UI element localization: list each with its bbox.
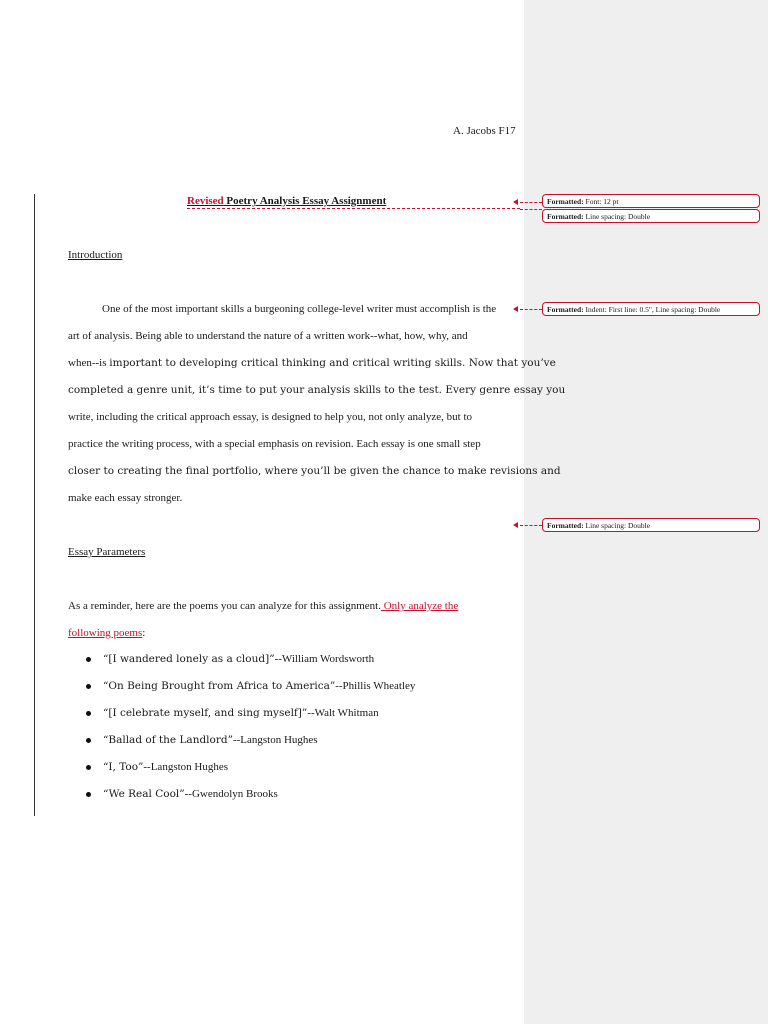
bullet-icon [86, 657, 91, 662]
params-line-1: As a reminder, here are the poems you can analyze for this assignment. Only analyze the [68, 600, 459, 612]
bullet-icon [86, 765, 91, 770]
bullet-icon [86, 711, 91, 716]
title-connector-line [187, 208, 520, 209]
list-item: “[I wandered lonely as a cloud]”--William Wordsworth [86, 653, 415, 680]
intro-line-8: make each essay stronger. [68, 492, 183, 504]
params-heading: Essay Parameters [68, 546, 146, 558]
list-item: “We Real Cool”--Gwendolyn Brooks [86, 788, 415, 815]
intro-line-4: completed a genre unit, it’s time to put your analysis skills to the test. Every genre essay you [68, 384, 566, 396]
format-balloon-spacing-2[interactable]: Formatted: Line spacing: Double [542, 518, 760, 532]
list-item: “I, Too”--Langston Hughes [86, 761, 415, 788]
intro-line-5: write, including the critical approach essay, is designed to help you, not only analyze, but to [68, 411, 473, 423]
intro-line-7: closer to creating the final portfolio, where you’ll be given the chance to make revisions and [68, 465, 561, 477]
change-bar [34, 194, 35, 816]
inserted-text: Only analyze the [380, 600, 459, 612]
arrow-icon [513, 199, 518, 205]
intro-line-3: when--is important to developing critical thinking and critical writing skills. Now that you’ve [68, 357, 556, 369]
list-item: “[I celebrate myself, and sing myself]”--Walt Whitman [86, 707, 415, 734]
connector-line [520, 202, 542, 203]
intro-line-1: One of the most important skills a burgeoning college-level writer must accomplish is the [102, 303, 497, 315]
arrow-icon [513, 306, 518, 312]
params-line-2: following poems: [68, 627, 146, 639]
format-balloon-spacing[interactable]: Formatted: Line spacing: Double [542, 209, 760, 223]
bullet-icon [86, 792, 91, 797]
connector-line [520, 525, 542, 526]
document-title [187, 195, 386, 207]
revised-insertion: Revised [187, 195, 224, 207]
bullet-icon [86, 738, 91, 743]
arrow-icon [513, 522, 518, 528]
connector-line [520, 209, 542, 210]
intro-heading: Introduction [68, 249, 123, 261]
list-item: “Ballad of the Landlord”--Langston Hughes [86, 734, 415, 761]
format-balloon-indent[interactable]: Formatted: Indent: First line: 0.5", Line spacing: Double [542, 302, 760, 316]
intro-line-2: art of analysis. Being able to understand the nature of a written work--what, how, why, and [68, 330, 468, 342]
format-balloon-font[interactable]: Formatted: Font: 12 pt [542, 194, 760, 208]
markup-margin-pane [524, 0, 768, 1024]
bullet-icon [86, 684, 91, 689]
intro-line-6: practice the writing process, with a special emphasis on revision. Each essay is one small step [68, 438, 481, 450]
title-text: Poetry Analysis Essay Assignment [223, 195, 387, 207]
list-item: “On Being Brought from Africa to America”--Phillis Wheatley [86, 680, 415, 707]
poem-list [86, 653, 415, 815]
page-header: A. Jacobs F17 [453, 125, 516, 137]
connector-line [520, 309, 542, 310]
